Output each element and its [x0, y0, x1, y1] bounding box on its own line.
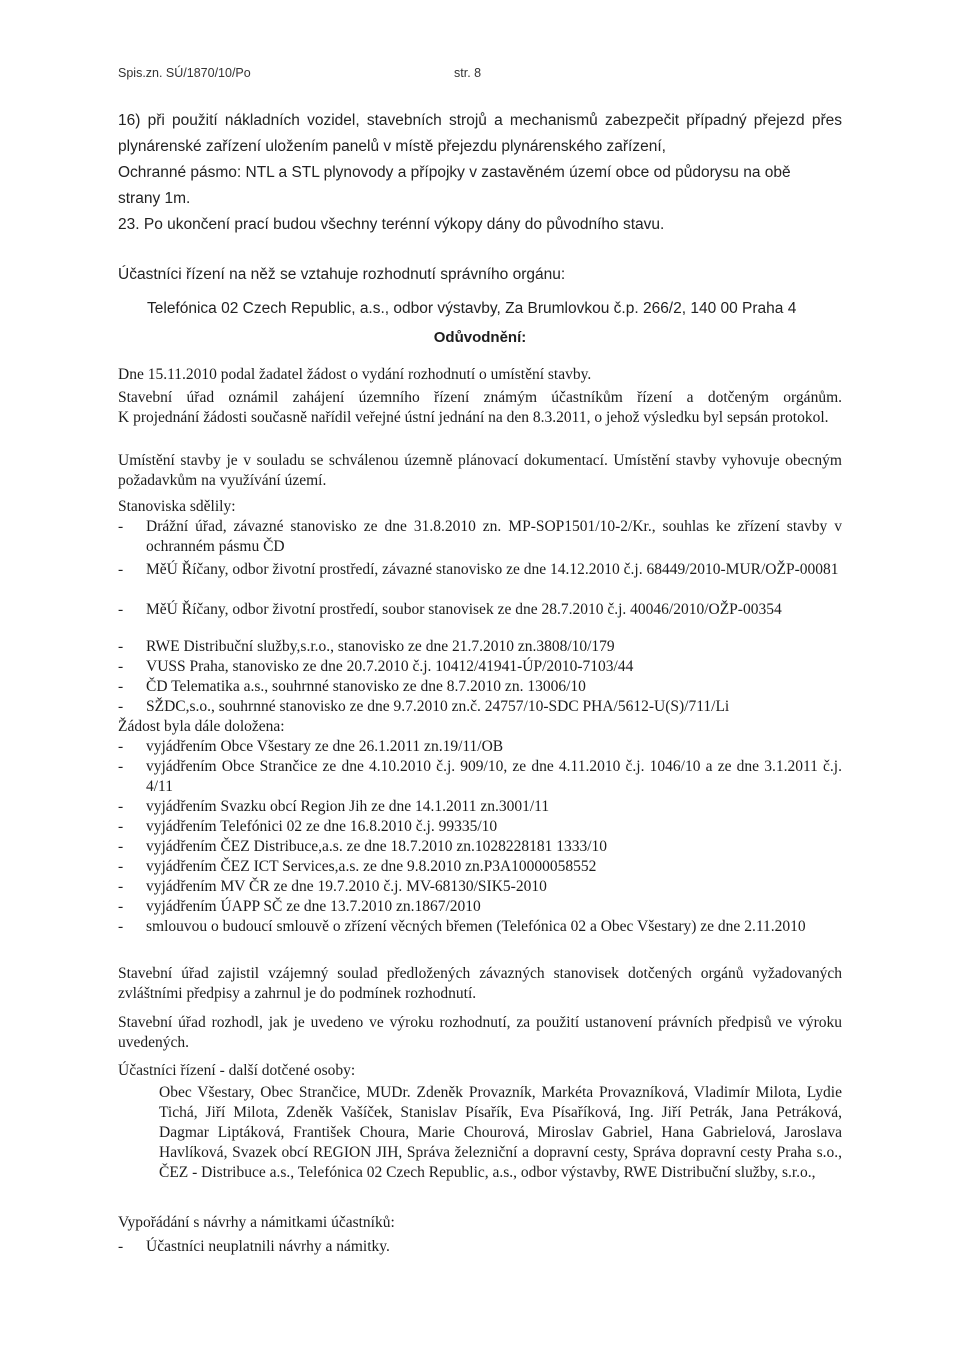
reasoning-p1: Dne 15.11.2010 podal žadatel žádost o vydání rozhodnutí o umístění stavby.: [118, 366, 592, 383]
list-dash: -: [118, 1238, 124, 1255]
page-number: str. 8: [454, 66, 482, 80]
attachment-item: vyjádřením Telefónici 02 ze dne 16.8.2010 č.j. 99335/10: [146, 818, 498, 835]
list-dash: -: [118, 878, 124, 895]
list-dash: -: [118, 698, 124, 715]
attachments-label: Žádost byla dále doložena:: [118, 718, 285, 735]
conclusion-p1: Stavební úřad zajistil vzájemný soulad předložených závazných stanovisek dotčených orgánů vyžadovaných zvláštními předpisy a zahrnul je do podmínek rozhodnutí.: [118, 965, 842, 1002]
list-dash: -: [118, 518, 124, 535]
condition-16-line3: Ochranné pásmo: NTL a STL plynovody a přípojky v zastavěném území obce od půdorysu na obě: [118, 164, 791, 181]
reasoning-heading: Odůvodnění:: [433, 329, 527, 346]
list-dash: -: [118, 818, 124, 835]
list-dash: -: [118, 638, 124, 655]
conclusion-p2: Stavební úřad rozhodl, jak je uvedeno ve výroku rozhodnutí, za použití ustanovení právních předpisů ve výroku uvedených.: [118, 1014, 842, 1051]
objections-label: Vypořádání s návrhy a námitkami účastníků:: [118, 1214, 395, 1231]
list-dash: -: [118, 758, 124, 775]
objections-item: Účastníci neuplatnili návrhy a námitky.: [146, 1238, 390, 1255]
list-dash: -: [118, 838, 124, 855]
list-dash: -: [118, 601, 124, 618]
opinion-item: Drážní úřad, závazné stanovisko ze dne 31.8.2010 zn. MP-SOP1501/10-2/Kr., souhlas ke zřízení stavby v ochranném pásmu ČD: [146, 518, 842, 555]
list-dash: -: [118, 561, 124, 578]
opinions-label: Stanoviska sdělily:: [118, 498, 236, 515]
condition-16-line2: plynárenské zařízení uložením panelů v místě přejezdu plynárenského zařízení,: [118, 138, 666, 155]
attachment-item: vyjádřením Obce Strančice ze dne 4.10.2010 č.j. 909/10, ze dne 4.11.2010 č.j. 1046/10 a ze dne 3.1.2011 č.j. 4/11: [146, 758, 842, 795]
attachment-item: vyjádřením Svazku obcí Region Jih ze dne 14.1.2011 zn.3001/11: [146, 798, 550, 815]
opinion-item: ČD Telematika a.s., souhrnné stanovisko ze dne 8.7.2010 zn. 13006/10: [146, 678, 586, 695]
opinion-item: SŽDC,s.o., souhrnné stanovisko ze dne 9.7.2010 zn.č. 24757/10-SDC PHA/5612-U(S)/711/Li: [146, 698, 730, 715]
reasoning-p2a: Stavební úřad oznámil zahájení územního řízení známým účastníkům řízení a dotčeným orgánům.: [118, 389, 842, 406]
list-dash: -: [118, 738, 124, 755]
attachment-item: vyjádřením ČEZ ICT Services,a.s. ze dne 9.8.2010 zn.P3A10000058552: [146, 858, 597, 875]
participants-label: Účastníci řízení na něž se vztahuje rozhodnutí správního orgánu:: [118, 266, 566, 283]
opinion-item: MěÚ Říčany, odbor životní prostředí, soubor stanovisek ze dne 28.7.2010 č.j. 40046/2010/OŽP-00354: [146, 601, 782, 618]
opinion-item: RWE Distribuční služby,s.r.o., stanovisko ze dne 21.7.2010 zn.3808/10/179: [146, 638, 615, 655]
opinion-item: MěÚ Říčany, odbor životní prostředí, závazné stanovisko ze dne 14.12.2010 č.j. 68449/2010-MUR/OŽP-00081: [146, 561, 839, 578]
other-parties-list: Obec Všestary, Obec Strančice, MUDr. Zdeněk Provazník, Markéta Provazníková, Vladimír Milota, Lydie Tichá, Jiří Milota, Zdeněk Vašíček, Stanislav Písařík, Eva Písaříková, Ing. Jiří Petrák, Jana Petráková, Dagmar Liptáková, František Choura, Marie Chourová, Miroslav Gabriel, Hana Gabrielová, Jaroslava Havlíková, Svazek obcí REGION JIH, Správa železniční a dopravní cesty, Správa dopravní cesty Praha s.o., ČEZ - Distribuce a.s., Telefónica 02 Czech Republic, a.s., odbor výstavby, RWE Distribuční služby, s.r.o.,: [159, 1084, 842, 1181]
attachment-item: vyjádřením MV ČR ze dne 19.7.2010 č.j. MV-68130/SIK5-2010: [146, 878, 547, 895]
list-dash: -: [118, 858, 124, 875]
list-dash: -: [118, 898, 124, 915]
list-dash: -: [118, 918, 124, 935]
condition-16-line1: 16) při použití nákladních vozidel, stavebních strojů a mechanismů zabezpečit případný přejezd přes: [118, 112, 842, 129]
other-parties-label: Účastníci řízení - další dotčené osoby:: [118, 1062, 356, 1079]
opinion-item: VUSS Praha, stanovisko ze dne 20.7.2010 č.j. 10412/41941-ÚP/2010-7103/44: [146, 658, 634, 675]
attachment-item: vyjádřením Obce Všestary ze dne 26.1.2011 zn.19/11/OB: [146, 738, 504, 755]
list-dash: -: [118, 798, 124, 815]
list-dash: -: [118, 678, 124, 695]
attachment-item: vyjádřením ÚAPP SČ ze dne 13.7.2010 zn.1867/2010: [146, 898, 481, 915]
reasoning-p2b: K projednání žádosti současně nařídil veřejné ústní jednání na den 8.3.2011, o jehož výsledku byl sepsán protokol.: [118, 409, 829, 426]
attachment-item: smlouvou o budoucí smlouvě o zřízení věcných břemen (Telefónica 02 a Obec Všestary) ze dne 2.11.2010: [146, 918, 806, 935]
file-reference: Spis.zn. SÚ/1870/10/Po: [118, 66, 251, 80]
list-dash: -: [118, 658, 124, 675]
condition-16-line4: strany 1m.: [118, 190, 191, 207]
attachment-item: vyjádřením ČEZ Distribuce,a.s. ze dne 18.7.2010 zn.1028228181 1333/10: [146, 838, 608, 855]
participant-entry: Telefónica 02 Czech Republic, a.s., odbor výstavby, Za Brumlovkou č.p. 266/2, 140 00 Praha 4: [147, 300, 797, 317]
reasoning-p3: Umístění stavby je v souladu se schválenou územně plánovací dokumentací. Umístění stavby vyhovuje obecným požadavkům na využívání území.: [118, 452, 842, 489]
condition-23: 23. Po ukončení prací budou všechny terénní výkopy dány do původního stavu.: [118, 216, 665, 233]
